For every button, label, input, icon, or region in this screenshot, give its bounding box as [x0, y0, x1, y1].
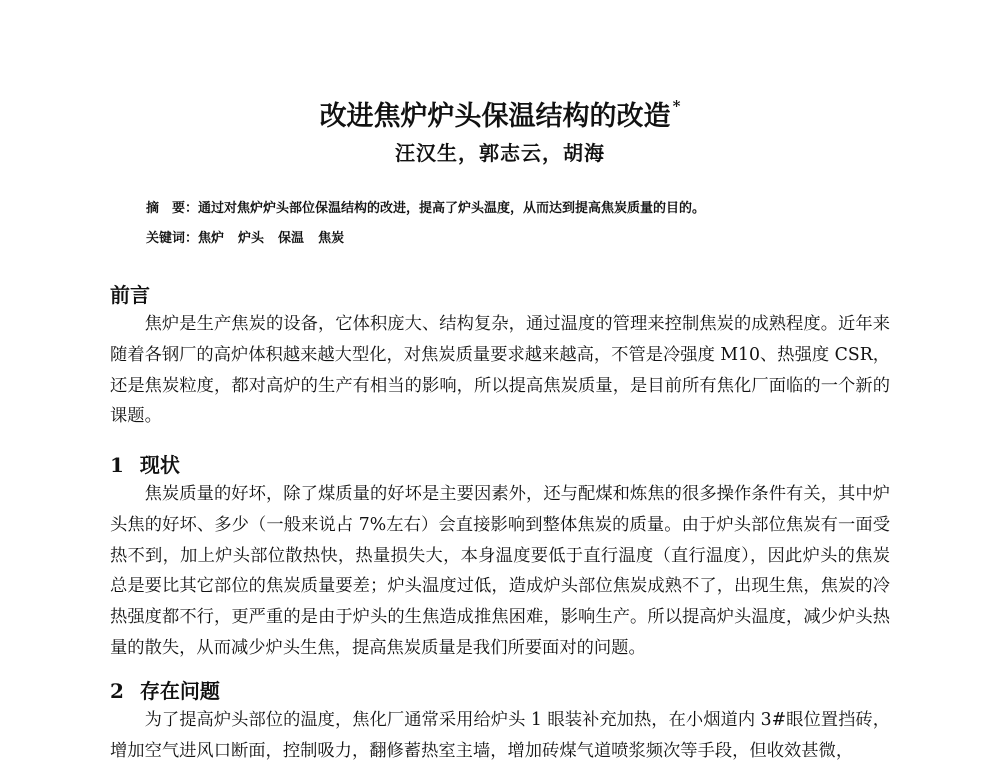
abstract — [146, 199, 705, 219]
paper-title-text: 改进焦炉炉头保温结构的改造 — [319, 101, 671, 132]
section-heading-1 — [110, 451, 180, 479]
section-paragraph-1: 焦炭质量的好坏，除了煤质量的好坏是主要因素外，还与配煤和炼焦的很多操作条件有关，其中炉头焦的好坏、多少（一般来说占 7%左右）会直接影响到整体焦炭的质量。由于炉头部位焦炭有一面受热不到，加上炉头部位散热快，热量损失大，本身温度要低于直行温度（直行温度），因此炉头的焦炭总是要比其它部位的焦炭质量要差；炉头温度过低，造成炉头部位焦炭成熟不了，出现生焦，焦炭的冷热强度都不行，更严重的是由于炉头的生焦造成推焦困难，影响生产。所以提高炉头温度，减少炉头热量的散失，从而减少炉头生焦，提高焦炭质量是我们所要面对的问题。 — [110, 484, 890, 658]
keyword-item: 焦炭 — [318, 231, 345, 246]
abstract-label: 摘 要： — [146, 201, 199, 216]
section-number: 2 — [110, 679, 124, 703]
section-heading-intro — [110, 281, 150, 309]
keywords-label: 关键词： — [146, 231, 199, 246]
author-list: 汪汉生，郭志云，胡海 — [395, 141, 605, 165]
section-heading-2 — [110, 677, 220, 705]
title-footnote-mark: * — [672, 97, 681, 115]
section-paragraph-intro: 焦炉是生产焦炭的设备，它体积庞大、结构复杂，通过温度的管理来控制焦炭的成熟程度。近年来随着各钢厂的高炉体积越来越大型化，对焦炭质量要求越来越高，不管是冷强度 M10、热强度 CSR，还是焦炭粒度，都对高炉的生产有相当的影响，所以提高焦炭质量，是目前所有焦化厂面临的一个新的课题。 — [110, 314, 890, 427]
keywords — [146, 229, 358, 249]
paper-title — [0, 92, 1000, 135]
keyword-item: 焦炉 — [198, 231, 225, 246]
section-title: 前言 — [110, 283, 150, 307]
keyword-item: 炉头 — [238, 231, 265, 246]
section-title: 现状 — [139, 453, 180, 477]
section-paragraph-2: 为了提高炉头部位的温度，焦化厂通常采用给炉头 1 眼装补充加热，在小烟道内 3#眼位置挡砖，增加空气进风口断面，控制吸力，翻修蓄热室主墙，增加砖煤气道喷浆频次等手段，但收效甚微， — [110, 710, 890, 761]
abstract-text: 通过对焦炉炉头部位保温结构的改进，提高了炉头温度，从而达到提高焦炭质量的目的。 — [198, 201, 706, 216]
section-title: 存在问题 — [139, 679, 220, 703]
keyword-item: 保温 — [278, 231, 305, 246]
section-number: 1 — [110, 453, 124, 477]
